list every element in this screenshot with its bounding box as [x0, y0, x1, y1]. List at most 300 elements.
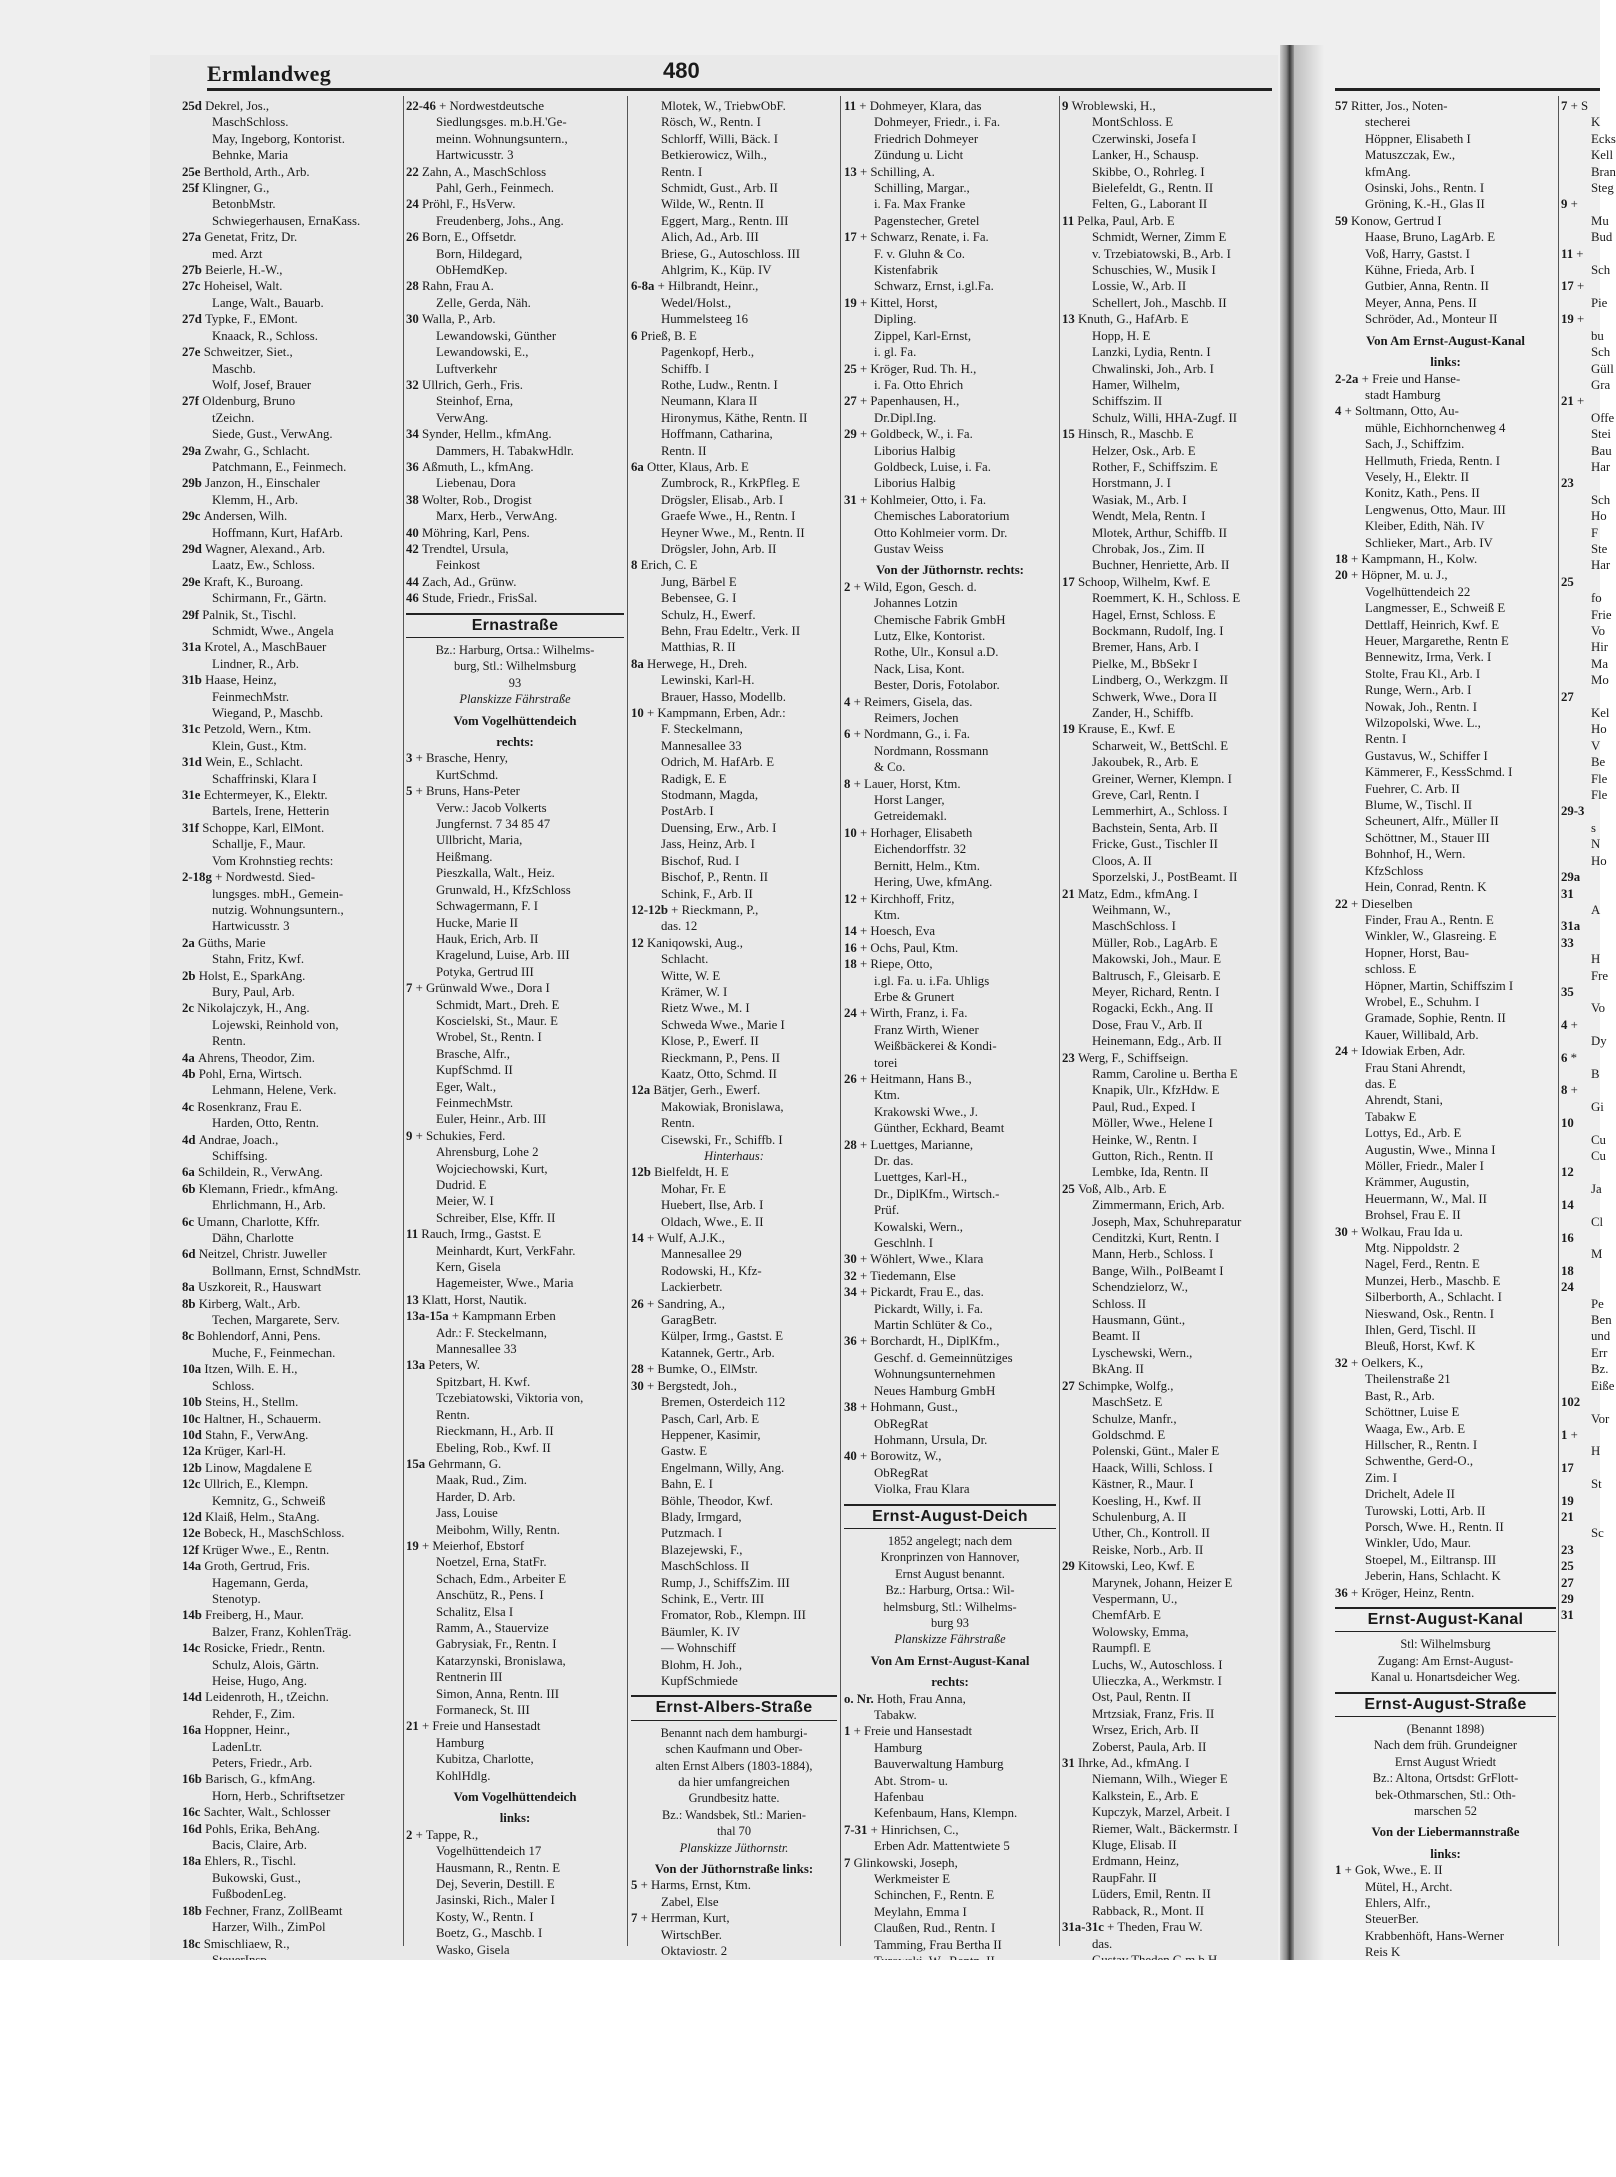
resident-line: Jasinski, Rich., Maler I: [436, 1893, 555, 1908]
house-entry: 29b Janzon, H., Einschaler: [182, 476, 320, 491]
house-entry: [1561, 1394, 1600, 1410]
resident-line: Claußen, Rud., Rentn. I: [874, 1921, 996, 1936]
resident-line: Siedlungsges. m.b.H.'Ge-: [436, 115, 567, 130]
resident-line: Peters, Friedr., Arb.: [212, 1756, 313, 1771]
resident-line: FußbodenLeg.: [212, 1887, 287, 1902]
resident-line: schloss. E: [1365, 962, 1417, 977]
street-heading: Ernst-August-Deich: [844, 1504, 1056, 1529]
house-number: 17: [1561, 1460, 1574, 1475]
resident-line: Neues Hamburg GmbH: [874, 1383, 996, 1398]
house-number: 7: [631, 1911, 641, 1926]
resident-line: Reis K: [1365, 1945, 1401, 1960]
resident-line: Schloss.: [212, 1378, 255, 1393]
resident-line: Schöttner, Luise E: [1365, 1405, 1460, 1420]
resident-line: Getreidemakl.: [874, 809, 947, 824]
resident-line: Balzer, Franz, KohlenTräg.: [212, 1624, 352, 1639]
resident-line: Gramade, Sophie, Rentn. II: [1365, 1011, 1506, 1026]
resident-line: Matuszczak, Ew.,: [1365, 148, 1456, 163]
house-entry: 10 + Horhager, Elisabeth: [844, 825, 973, 840]
house-number: 27: [1062, 1378, 1078, 1393]
resident-line: F: [1591, 525, 1599, 540]
house-entry: 36 + Kröger, Heinz, Rentn.: [1335, 1585, 1475, 1600]
house-entry: 21 Matz, Edm., kfmAng. I: [1062, 886, 1198, 901]
house-entry: 14 + Wulf, A.J.K.,: [631, 1231, 725, 1246]
house-number: 25: [1561, 1559, 1574, 1574]
street-info: Grundbesitz hatte.: [688, 1791, 780, 1806]
directory-column-1: [182, 98, 400, 1951]
resident-line: das.: [1092, 1936, 1113, 1951]
resident-line: Schink, E., Vertr. III: [661, 1591, 765, 1606]
resident-line: Maschb.: [212, 361, 256, 376]
resident-line: Gröning, K.-H., Glas II: [1365, 197, 1485, 212]
resident-line: Koesling, H., Kwf. II: [1092, 1493, 1202, 1508]
resident-line: Bleuß, Horst, Kwf. K: [1365, 1339, 1476, 1354]
house-entry: [1561, 1493, 1600, 1509]
resident-line: Horn, Herb., Schriftsetzer: [212, 1788, 345, 1803]
resident-line: Hoffmann, Catharina,: [661, 427, 773, 442]
resident-line: Schwerk, Wwe., Dora II: [1092, 689, 1217, 704]
house-number: 2: [844, 579, 854, 594]
street-heading: Ernastraße: [406, 613, 624, 638]
resident-line: N: [1591, 837, 1601, 852]
house-number: 6d: [182, 1247, 199, 1262]
spine-shadow: [1294, 45, 1324, 1960]
resident-line: Ho: [1591, 722, 1607, 737]
resident-line: Schulz, Alois, Gärtn.: [212, 1657, 319, 1672]
house-entry: 2-18g + Nordwestd. Sied-: [182, 870, 316, 885]
house-number: 19: [844, 295, 860, 310]
resident-line: Frau Stani Ahrendt,: [1365, 1060, 1466, 1075]
house-entry: 19 Krause, E., Kwf. E: [1062, 722, 1176, 737]
street-heading: Ernst-August-Kanal: [1335, 1607, 1556, 1632]
resident-line: FeinmechMstr.: [212, 689, 290, 704]
resident-line: Lewinski, Karl-H.: [661, 673, 755, 688]
resident-line: Krämer, W. I: [661, 984, 728, 999]
house-number: 4b: [182, 1066, 199, 1081]
resident-line: MaschSchloss.: [212, 115, 289, 130]
house-number: 29d: [182, 541, 206, 556]
resident-line: Fuehrer, C. Arb. II: [1365, 781, 1460, 796]
resident-line: Lewandowski, E.,: [436, 345, 529, 360]
house-number: 31: [1561, 1608, 1574, 1623]
resident-line: mühle, Eichhornchenweg 4: [1365, 420, 1506, 435]
resident-line: Bollmann, Ernst, SchndMstr.: [212, 1263, 361, 1278]
resident-line: Formaneck, St. III: [436, 1703, 530, 1717]
resident-line: Hagemann, Gerda,: [212, 1575, 309, 1590]
resident-line: Heinemann, Edg., Arb. II: [1092, 1034, 1222, 1049]
house-entry: 18a Ehlers, R., Tischl.: [182, 1854, 297, 1869]
resident-line: Haack, Willi, Schloss. I: [1092, 1460, 1213, 1475]
house-entry: 6 Prieß, B. E: [631, 328, 697, 343]
resident-line: Stolte, Frau Kl., Arb. I: [1365, 666, 1481, 681]
resident-line: Güll: [1591, 361, 1614, 376]
resident-line: Bukowski, Gust.,: [212, 1870, 301, 1885]
house-entry: 19 +: [1561, 312, 1585, 327]
resident-line: Finder, Frau A., Rentn. E: [1365, 912, 1494, 927]
resident-line: Geschf. d. Gemeinnütziges: [874, 1350, 1013, 1365]
house-entry: 8a Herwege, H., Dreh.: [631, 656, 748, 671]
house-entry: 57 Ritter, Jos., Noten-: [1335, 99, 1448, 113]
column-divider: [840, 96, 841, 1946]
resident-line: Spitzbart, H. Kwf.: [436, 1374, 531, 1389]
resident-line: Oldach, Wwe., E. II: [661, 1214, 764, 1229]
resident-line: torei: [874, 1055, 898, 1070]
resident-line: Hummelsteeg 16: [661, 312, 749, 327]
resident-line: Winkler, Udo, Maur.: [1365, 1536, 1471, 1551]
house-entry: 34 + Pickardt, Frau E., das.: [844, 1285, 984, 1300]
house-number: 35: [1561, 984, 1574, 999]
resident-line: LadenLtr.: [212, 1739, 263, 1754]
house-entry: 6 + Nordmann, G., i. Fa.: [844, 727, 970, 742]
house-number: 21: [1561, 394, 1577, 409]
house-entry: 2c Nikolajczyk, H., Ang.: [182, 1001, 310, 1016]
plan-reference: Hinterhaus:: [704, 1149, 764, 1163]
resident-line: Matthias, R. II: [661, 640, 736, 655]
resident-line: Jass, Louise: [436, 1506, 498, 1521]
house-entry: 10 + Kampmann, Erben, Adr.:: [631, 706, 786, 721]
resident-line: Rentn. II: [661, 443, 707, 458]
house-number: 2-18g: [182, 870, 216, 885]
resident-line: Reimers, Jochen: [874, 711, 959, 726]
resident-line: Erdmann, Heinz,: [1092, 1854, 1180, 1869]
resident-line: MontSchloss. E: [1092, 115, 1174, 130]
house-number: 14c: [182, 1641, 204, 1656]
resident-line: Wilzopolski, Wwe. L.,: [1365, 716, 1481, 731]
resident-line: Külper, Irmg., Gastst. E: [661, 1329, 784, 1344]
house-entry: 22-46 + Nordwestdeutsche: [406, 99, 545, 113]
street-info: Bz.: Wandsbek, Stl.: Marien-: [662, 1807, 806, 1822]
resident-line: Makowski, Joh., Maur. E: [1092, 952, 1222, 967]
resident-line: Meibohm, Willy, Rentn.: [436, 1522, 560, 1537]
street-info: da hier umfangreichen: [678, 1775, 790, 1790]
house-number: 18: [1335, 551, 1351, 566]
house-entry: 17 +: [1561, 279, 1585, 294]
house-number: 18: [844, 957, 860, 972]
house-entry: 6c Umann, Charlotte, Kffr.: [182, 1214, 320, 1229]
resident-line: Tabakw E: [1365, 1109, 1417, 1124]
house-number: 31: [1062, 1756, 1078, 1771]
street-info: (Benannt 1898): [1406, 1722, 1485, 1736]
resident-line: Kämmerer, F., KessSchmd. I: [1365, 765, 1513, 780]
house-entry: 26 Born, E., Offsetdr.: [406, 230, 517, 245]
resident-line: Ehlers, Alfr.,: [1365, 1896, 1431, 1911]
page-header: [207, 58, 1272, 88]
house-number: 36: [406, 459, 422, 474]
street-heading: Ernst-August-Straße: [1335, 1692, 1556, 1717]
house-number: 17: [844, 230, 860, 245]
house-entry: 25d Dekrel, Jos.,: [182, 99, 270, 113]
house-entry: 38 Wolter, Rob., Drogist: [406, 492, 532, 507]
house-number: 12f: [182, 1542, 203, 1557]
resident-line: Har: [1591, 459, 1611, 474]
resident-line: Schlacht.: [661, 952, 709, 967]
house-number: 9: [1062, 99, 1072, 113]
resident-line: Rehder, F., Zim.: [212, 1706, 296, 1721]
street-info: marschen 52: [1414, 1804, 1477, 1819]
house-number: 6: [844, 727, 854, 742]
resident-line: Muche, F., Feinmechan.: [212, 1345, 336, 1360]
resident-line: i. Fa. Otto Ehrich: [874, 377, 964, 392]
resident-line: Cu: [1591, 1132, 1606, 1147]
resident-line: Bacis, Claire, Arb.: [212, 1838, 307, 1853]
house-entry: 31 Ihrke, Ad., kfmAng. I: [1062, 1756, 1190, 1771]
resident-line: Erbe & Grunert: [874, 989, 955, 1004]
resident-line: Pe: [1591, 1296, 1604, 1311]
house-entry: o. Nr. Hoth, Frau Anna,: [844, 1691, 966, 1706]
resident-line: Vor: [1591, 1411, 1610, 1426]
house-entry: 27 + Papenhausen, H.,: [844, 394, 960, 409]
house-number: 25e: [182, 164, 204, 179]
resident-line: Hering, Uwe, kfmAng.: [874, 875, 993, 890]
resident-line: Noetzel, Erna, StatFr.: [436, 1555, 547, 1570]
house-number: 27a: [182, 230, 205, 245]
resident-line: s: [1591, 820, 1596, 835]
resident-line: Bebensee, G. I: [661, 591, 737, 606]
resident-line: Hopner, Horst, Bau-: [1365, 945, 1469, 960]
house-number: 44: [406, 574, 422, 589]
resident-line: Höppner, Elisabeth I: [1365, 131, 1471, 146]
resident-line: tZeichn.: [212, 410, 255, 425]
resident-line: Mu: [1591, 213, 1609, 228]
house-number: 57: [1335, 99, 1351, 113]
book-gutter: [1280, 45, 1294, 1960]
resident-line: ChemfArb. E: [1092, 1608, 1161, 1623]
resident-line: Sch: [1591, 492, 1611, 507]
header-rule-right-page: [1335, 88, 1600, 91]
house-number: 8a: [182, 1280, 198, 1295]
house-entry: 20 + Höpner, M. u. J.,: [1335, 568, 1448, 583]
house-number: 19: [1561, 312, 1577, 327]
resident-line: Makowiak, Bronislawa,: [661, 1099, 784, 1114]
house-entry: 14 + Hoesch, Eva: [844, 924, 936, 939]
resident-line: Rump, J., SchiffsZim. III: [661, 1575, 790, 1590]
house-number: 5: [406, 784, 416, 799]
resident-line: Hafenbau: [874, 1790, 924, 1805]
house-entry: 46 Stude, Friedr., FrisSal.: [406, 591, 538, 606]
resident-line: Bachstein, Senta, Arb. II: [1092, 820, 1218, 835]
resident-line: Helzer, Osk., Arb. E: [1092, 443, 1196, 458]
resident-line: Erben Adr. Mattentwiete 5: [874, 1839, 1010, 1854]
house-number: 8b: [182, 1296, 199, 1311]
resident-line: Tamming, Frau Bertha II: [874, 1937, 1002, 1952]
resident-line: Runge, Wern., Arb. I: [1365, 683, 1472, 698]
resident-line: i.gl. Fa. u. i.Fa. Uhligs: [874, 973, 990, 988]
resident-line: Bernitt, Helm., Ktm.: [874, 858, 980, 873]
resident-line: Bischof, P., Rentn. II: [661, 870, 768, 885]
resident-line: Schwenthe, Gerd-O.,: [1365, 1454, 1474, 1469]
resident-line: Schalitz, Elsa I: [436, 1604, 514, 1619]
resident-line: Bury, Paul, Arb.: [212, 984, 295, 999]
house-entry: [1561, 1230, 1600, 1246]
resident-line: lungsges. mbH., Gemein-: [212, 886, 344, 901]
resident-line: Fre: [1591, 968, 1609, 983]
resident-line: Schreiber, Else, Kffr. II: [436, 1210, 556, 1225]
house-number: 30: [1335, 1224, 1351, 1239]
resident-line: Gastw. E: [661, 1444, 708, 1459]
house-number: 27: [1561, 1575, 1574, 1590]
resident-line: Wolowsky, Emma,: [1092, 1624, 1189, 1639]
house-entry: 25e Berthold, Arth., Arb.: [182, 164, 310, 179]
house-number: 6a: [631, 459, 647, 474]
resident-line: kfmAng.: [1365, 164, 1411, 179]
house-entry: [1561, 1279, 1600, 1295]
house-number: 20: [1335, 568, 1351, 583]
resident-line: Günther, Eckhard, Beamt: [874, 1121, 1005, 1136]
resident-line: Höpner, Martin, Schiffszim I: [1365, 978, 1514, 993]
resident-line: Schallje, F., Maur.: [212, 837, 306, 852]
resident-line: Grunwald, H., KfzSchloss: [436, 882, 571, 897]
house-entry: [1561, 1558, 1600, 1574]
resident-line: Wohnungsunternehmen: [874, 1367, 996, 1382]
resident-line: Zumbrock, R., KrkPfleg. E: [661, 476, 800, 491]
house-number: 31b: [182, 673, 206, 688]
resident-line: Ho: [1591, 509, 1607, 524]
house-number: 28: [631, 1362, 647, 1377]
house-number: 17: [1561, 279, 1577, 294]
house-entry: 4d Andrae, Joach.,: [182, 1132, 279, 1147]
resident-line: Luettges, Karl-H.,: [874, 1170, 968, 1185]
resident-line: Hoffmann, Kurt, HafArb.: [212, 525, 343, 540]
resident-line: Kubitza, Charlotte,: [436, 1752, 534, 1767]
house-entry: 31c Petzold, Wern., Ktm.: [182, 722, 312, 737]
house-entry: 29c Andersen, Wilh.: [182, 509, 288, 524]
house-number: 29f: [182, 607, 203, 622]
house-entry: 12 Kaniqowski, Aug.,: [631, 935, 743, 950]
street-info: thal 70: [716, 1824, 752, 1839]
house-entry: 19 + Kittel, Horst,: [844, 295, 938, 310]
house-entry: 13 Klatt, Horst, Nautik.: [406, 1292, 527, 1307]
resident-line: Patchmann, E., Feinmech.: [212, 459, 347, 474]
resident-line: Briese, G., Autoschloss. III: [661, 246, 800, 261]
house-entry: [1561, 984, 1600, 1000]
resident-line: Gra: [1591, 377, 1611, 392]
resident-line: Jeberin, Hans, Schlacht. K: [1365, 1569, 1501, 1584]
resident-line: Blume, W., Tischl. II: [1365, 798, 1473, 813]
resident-line: Gi: [1591, 1099, 1604, 1114]
house-number: 4d: [182, 1132, 199, 1147]
resident-line: Schmidt, Mart., Dreh. E: [436, 997, 560, 1012]
resident-line: Vo: [1591, 1001, 1605, 1016]
house-number: 31a-31c: [1062, 1920, 1108, 1935]
house-number: 28: [406, 279, 422, 294]
street-info: Ernst August benannt.: [895, 1566, 1005, 1581]
resident-line: Rösch, W., Rentn. I: [661, 115, 761, 130]
house-number: 29-3: [1561, 804, 1585, 819]
resident-line: Buchner, Henriette, Arb. II: [1092, 558, 1230, 573]
resident-line: Ullbricht, Maria,: [436, 833, 523, 848]
resident-line: Vogelhüttendeich 22: [1365, 584, 1471, 599]
resident-line: Ktm.: [874, 907, 900, 922]
resident-line: Eichendorffstr. 32: [874, 842, 967, 857]
resident-line: Lengwenus, Otto, Maur. III: [1365, 502, 1506, 517]
resident-line: & Co.: [874, 760, 906, 775]
resident-line: Huebert, Ilse, Arb. I: [661, 1198, 764, 1213]
resident-line: Raumpfl. E: [1092, 1641, 1151, 1656]
house-number: 40: [406, 525, 422, 540]
house-number: 40: [844, 1449, 860, 1464]
resident-line: Bran: [1591, 164, 1616, 179]
street-side-heading: Von der Jüthornstraße links:: [654, 1862, 814, 1877]
resident-line: Mlotek, W., TriebwObF.: [661, 99, 786, 113]
house-number: 29: [1561, 1591, 1574, 1606]
resident-line: Heise, Hugo, Ang.: [212, 1674, 307, 1688]
resident-line: PostArb. I: [661, 804, 714, 819]
house-entry: 18 + Kampmann, H., Kolw.: [1335, 551, 1478, 566]
house-number: 27: [844, 394, 860, 409]
resident-line: Liborius Halbig: [874, 443, 956, 458]
resident-line: Bremer, Hans, Arb. I: [1092, 640, 1199, 655]
house-entry: 29a Zwahr, G., Schlacht.: [182, 443, 310, 458]
resident-line: das. E: [1365, 1076, 1397, 1091]
resident-line: ObRegRat: [874, 1465, 929, 1480]
house-entry: [1561, 1460, 1600, 1476]
resident-line: i. Fa. Max Franke: [874, 197, 966, 212]
resident-line: Ma: [1591, 656, 1609, 671]
resident-line: Heuer, Margarethe, Rentn E: [1365, 634, 1509, 648]
resident-line: Schweda Wwe., Marie I: [661, 1017, 785, 1032]
resident-line: Beamt. II: [1092, 1329, 1141, 1344]
resident-line: Hamburg: [436, 1735, 485, 1750]
resident-line: Bz.: [1591, 1362, 1609, 1377]
resident-line: Liborius Halbig: [874, 476, 956, 491]
resident-line: Joseph, Max, Schuhreparatur: [1092, 1214, 1242, 1229]
house-entry: 19 + Meierhof, Ebstorf: [406, 1538, 525, 1553]
street-side-heading: Vom Vogelhüttendeich: [453, 1790, 577, 1805]
resident-line: Pie: [1591, 295, 1608, 310]
house-entry: 16c Sachter, Walt., Schlosser: [182, 1805, 331, 1820]
resident-line: Sc: [1591, 1526, 1604, 1541]
house-number: 17: [1062, 574, 1078, 589]
house-entry: 25 Voß, Alb., Arb. E: [1062, 1181, 1167, 1196]
resident-line: Gustav Weiss: [874, 541, 944, 556]
house-number: 29: [1062, 1559, 1078, 1574]
house-entry: 16a Hoppner, Heinr.,: [182, 1723, 290, 1738]
house-entry: 38 + Hohmann, Gust.,: [844, 1400, 958, 1415]
house-number: 31: [844, 492, 860, 507]
resident-line: Wrsez, Erich, Arb. II: [1092, 1723, 1199, 1738]
house-entry: 12d Klaiß, Helm., StaAng.: [182, 1509, 320, 1524]
resident-line: Behn, Frau Edeltr., Verk. II: [661, 624, 801, 638]
column-divider: [403, 96, 404, 1946]
house-number: 59: [1335, 213, 1351, 228]
resident-line: Hartwicusstr. 3: [436, 148, 514, 163]
resident-line: Betkierowicz, Wilh.,: [661, 148, 767, 163]
resident-line: Bau: [1591, 443, 1612, 458]
house-number: 23: [1062, 1050, 1078, 1065]
street-info: Benannt nach dem hamburgi-: [660, 1725, 808, 1740]
resident-line: Kühne, Frieda, Arb. I: [1365, 263, 1475, 278]
house-entry: 4b Pohl, Erna, Wirtsch.: [182, 1066, 303, 1081]
resident-line: Offe: [1591, 410, 1615, 425]
house-number: 27e: [182, 345, 204, 360]
resident-line: Reiske, Norb., Arb. II: [1092, 1542, 1204, 1557]
house-entry: 6a Otter, Klaus, Arb. E: [631, 459, 749, 474]
resident-line: Schilling, Margar.,: [874, 181, 970, 196]
resident-line: Stei: [1591, 427, 1611, 442]
resident-line: Schulz, H., Ewerf.: [661, 607, 756, 622]
resident-line: Sach, J., Schiffzim.: [1365, 437, 1465, 452]
resident-line: das. 12: [661, 919, 698, 934]
resident-line: Schlorff, Willi, Bäck. I: [661, 131, 779, 146]
house-number: 46: [406, 591, 422, 606]
plan-reference: Planskizze Fährstraße: [894, 1632, 1006, 1647]
resident-line: Abt. Strom- u.: [874, 1773, 948, 1788]
house-number: 31f: [182, 820, 203, 835]
resident-line: Dipling.: [874, 312, 917, 327]
resident-line: Hohmann, Ursula, Dr.: [874, 1432, 988, 1447]
street-info: Kanal u. Honartsdeicher Weg.: [1370, 1670, 1521, 1685]
page-number: 480: [663, 58, 700, 83]
